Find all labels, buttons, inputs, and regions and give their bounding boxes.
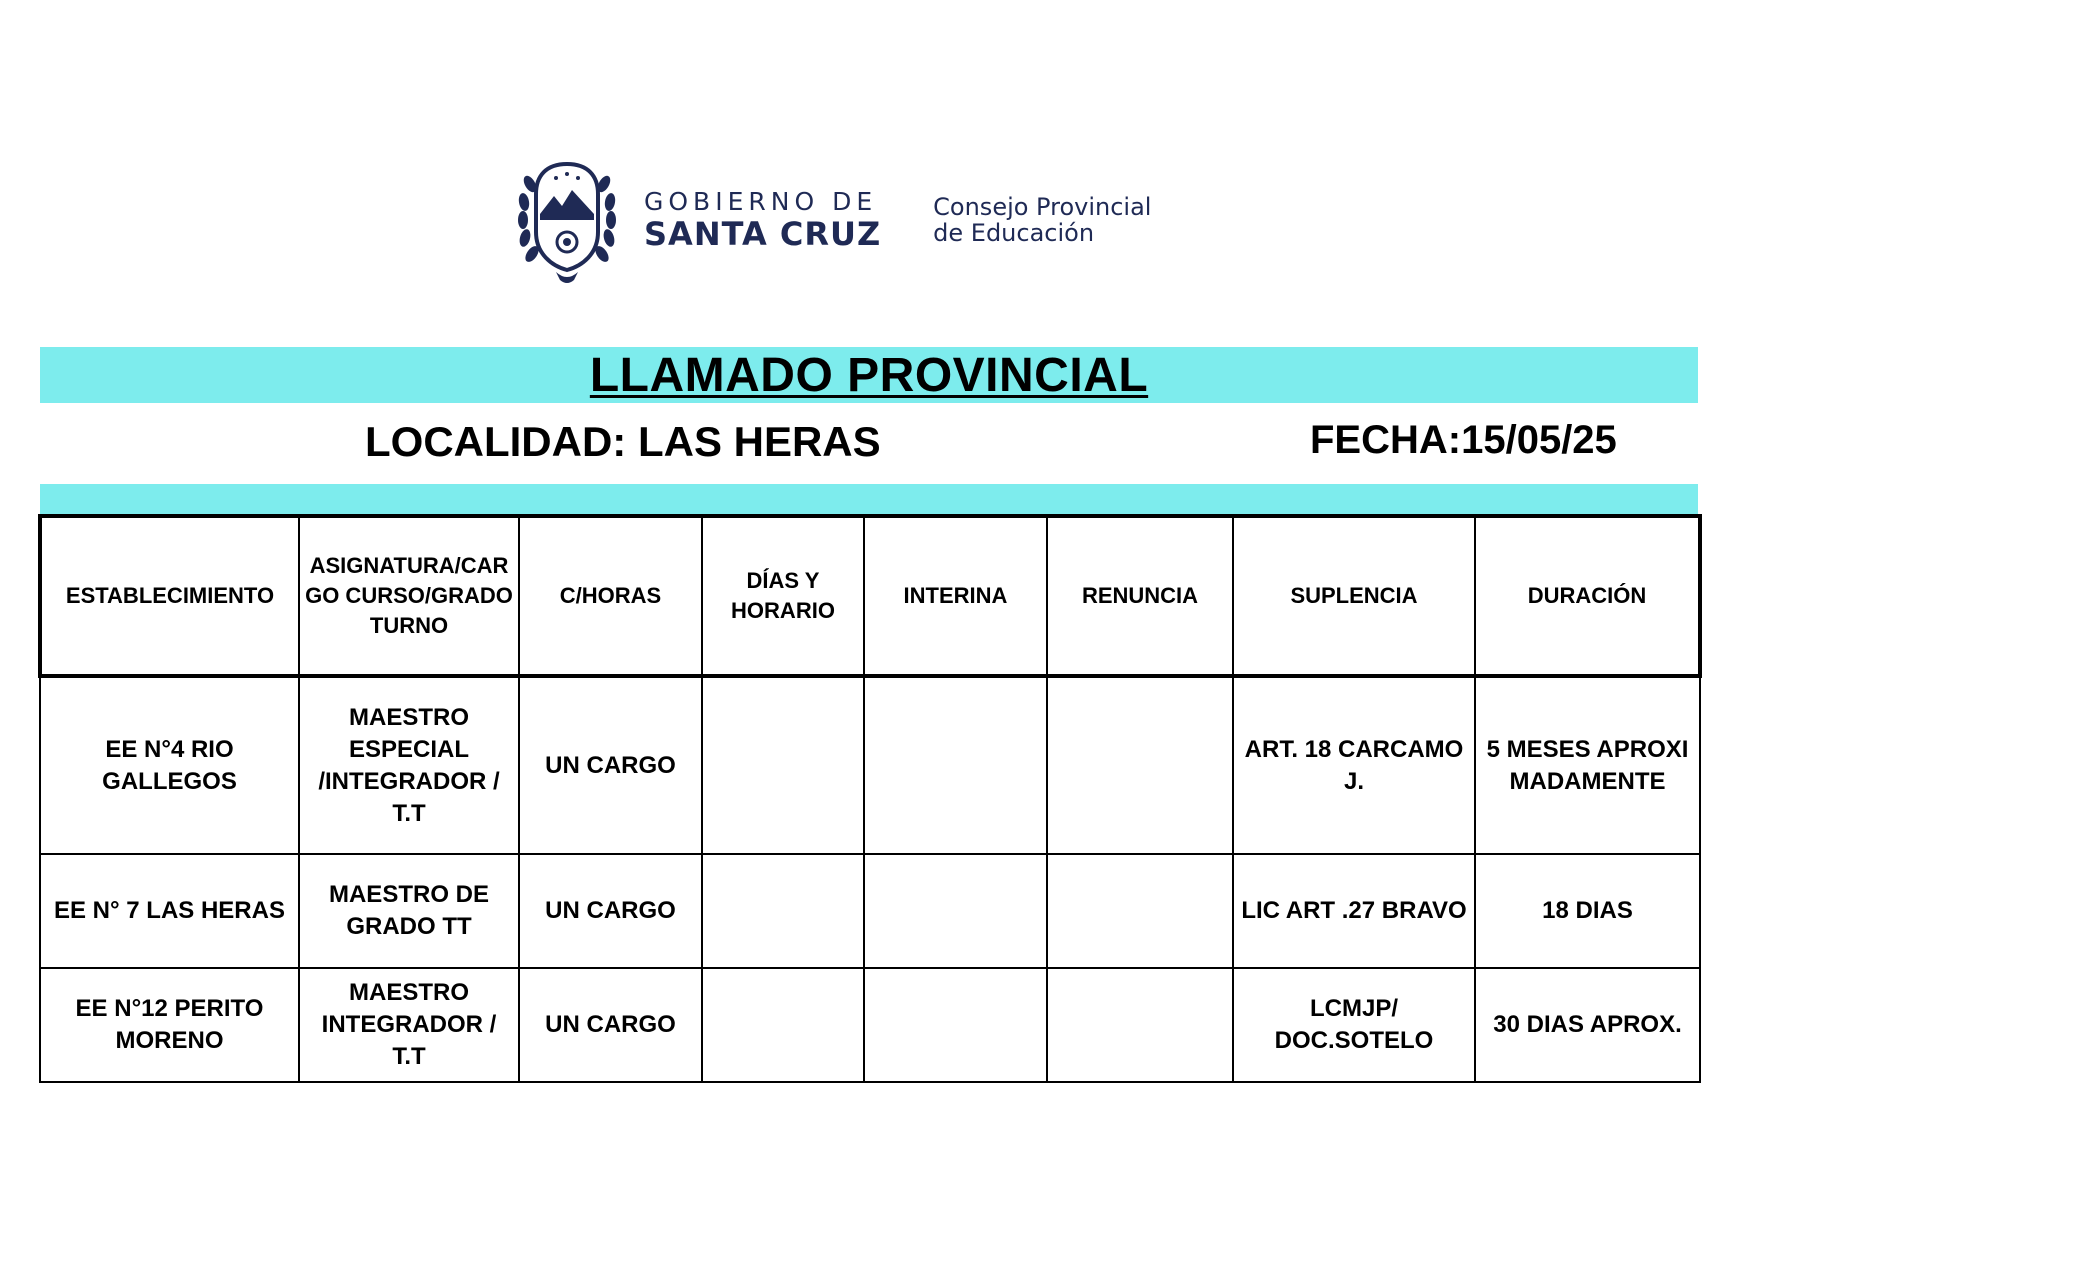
- col-asignatura: ASIGNATURA/CARGO CURSO/GRADO TURNO: [299, 516, 519, 676]
- cyan-separator-band: [40, 484, 1698, 514]
- cell-suplencia: LIC ART .27 BRAVO: [1233, 854, 1475, 968]
- cell-duracion: 30 DIAS APROX.: [1475, 968, 1700, 1082]
- cell-asignatura: MAESTRO INTEGRADOR / T.T: [299, 968, 519, 1082]
- table-header-row: [40, 516, 1700, 676]
- col-horas: C/HORAS: [519, 516, 702, 676]
- subtitle-row: [40, 412, 1698, 474]
- llamado-table: [38, 514, 1702, 1083]
- gobierno-wordmark: [644, 188, 881, 252]
- cell-duracion: 5 MESES APROXIMADAMENTE: [1475, 676, 1700, 854]
- cell-establecimiento: EE N° 7 LAS HERAS: [40, 854, 299, 968]
- cell-interina: [864, 968, 1047, 1082]
- title-banner: [40, 347, 1698, 403]
- cell-duracion: 18 DIAS: [1475, 854, 1700, 968]
- col-interina: INTERINA: [864, 516, 1047, 676]
- cell-renuncia: [1047, 854, 1233, 968]
- col-duracion: DURACIÓN: [1475, 516, 1700, 676]
- cell-asignatura: MAESTRO DE GRADO TT: [299, 854, 519, 968]
- cell-dias: [702, 968, 864, 1082]
- cell-suplencia: LCMJP/ DOC.SOTELO: [1233, 968, 1475, 1082]
- cell-establecimiento: EE N°12 PERITO MORENO: [40, 968, 299, 1082]
- cell-horas: UN CARGO: [519, 854, 702, 968]
- consejo-wordmark: [933, 194, 1151, 246]
- cell-establecimiento: EE N°4 RIO GALLEGOS: [40, 676, 299, 854]
- col-establecimiento: ESTABLECIMIENTO: [40, 516, 299, 676]
- cell-horas: UN CARGO: [519, 968, 702, 1082]
- consejo-line2: de Educación: [933, 219, 1095, 247]
- col-dias-horario: DÍAS Y HORARIO: [702, 516, 864, 676]
- localidad-label: LOCALIDAD: LAS HERAS: [365, 418, 881, 465]
- table-row: [40, 968, 1700, 1082]
- cell-dias: [702, 854, 864, 968]
- col-suplencia: SUPLENCIA: [1233, 516, 1475, 676]
- cell-interina: [864, 854, 1047, 968]
- cell-renuncia: [1047, 968, 1233, 1082]
- gobierno-line2: SANTA CRUZ: [644, 215, 882, 253]
- cell-interina: [864, 676, 1047, 854]
- col-renuncia: RENUNCIA: [1047, 516, 1233, 676]
- cell-suplencia: ART. 18 CARCAMO J.: [1233, 676, 1475, 854]
- gobierno-line1: GOBIERNO DE: [644, 187, 878, 216]
- fecha-label: FECHA:15/05/25: [1310, 418, 1617, 462]
- santa-cruz-seal-icon: [516, 154, 618, 286]
- page-title: LLAMADO PROVINCIAL: [589, 348, 1149, 402]
- cell-renuncia: [1047, 676, 1233, 854]
- consejo-line1: Consejo Provincial: [933, 193, 1152, 221]
- cell-asignatura: MAESTRO ESPECIAL /INTEGRADOR / T.T: [299, 676, 519, 854]
- cell-horas: UN CARGO: [519, 676, 702, 854]
- table-row: [40, 676, 1700, 854]
- table-row: [40, 854, 1700, 968]
- cell-dias: [702, 676, 864, 854]
- header-logo: [516, 154, 1151, 286]
